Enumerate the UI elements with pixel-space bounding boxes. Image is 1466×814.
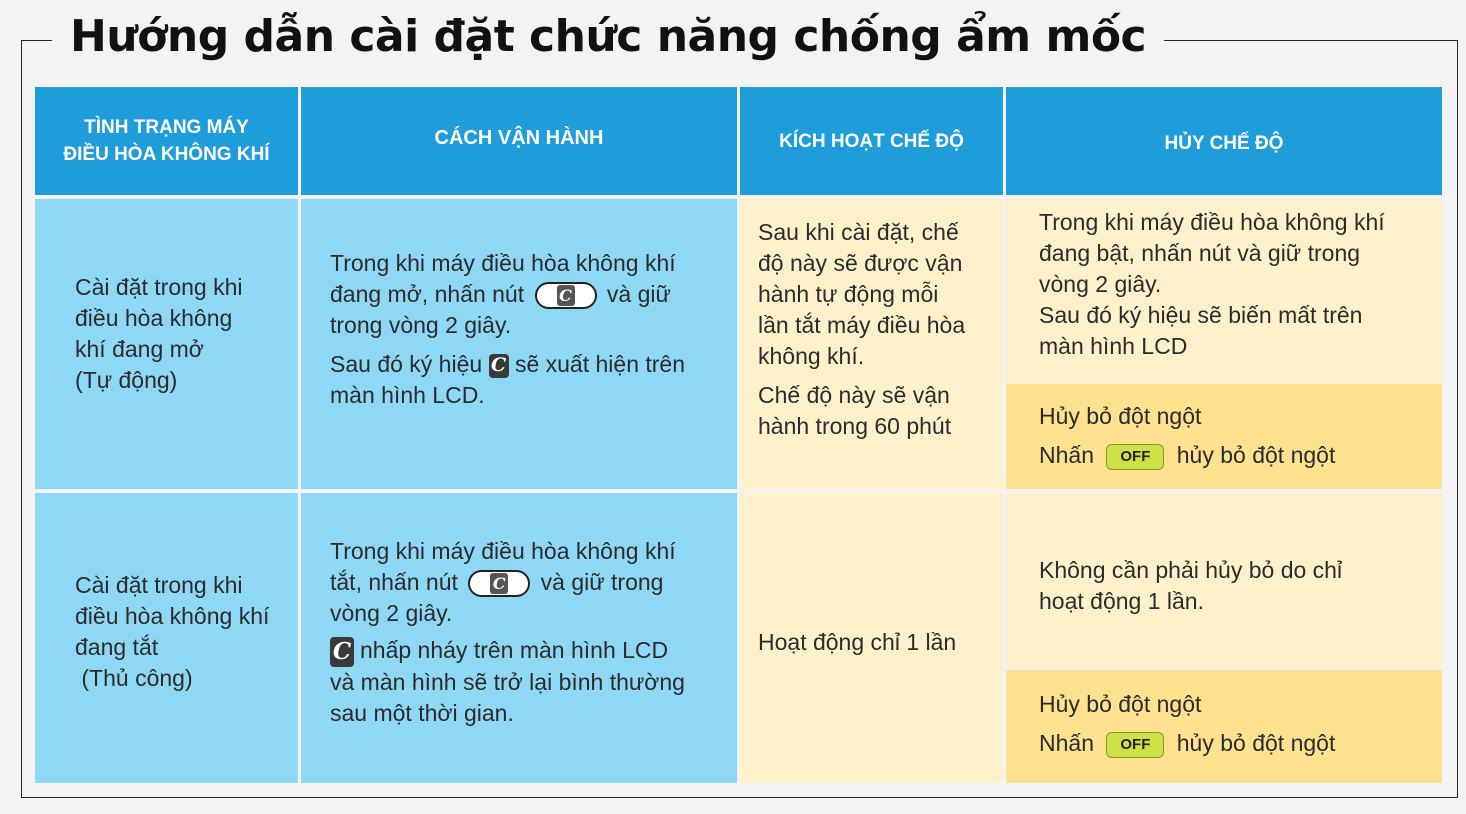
row1-status-line: Cài đặt trong khi	[75, 274, 243, 300]
row2-op-line2	[330, 567, 737, 598]
row1-act-line: độ này sẽ được vận	[758, 250, 963, 276]
row1-abort-title: Hủy bỏ đột ngột	[1039, 403, 1202, 429]
row2-status-cell	[35, 493, 298, 783]
row2-abort-line	[1039, 728, 1442, 759]
row1-op-line5: màn hình LCD.	[330, 382, 485, 408]
row1-cancel-cell	[1006, 199, 1442, 384]
header-status	[35, 87, 298, 195]
row1-abort-press: Nhấn	[1039, 442, 1094, 468]
c-symbol-icon: C	[557, 285, 575, 306]
row2-op-line4-text: nhấp nháy trên màn hình LCD	[360, 637, 669, 663]
row1-operation-cell	[301, 199, 737, 489]
row1-abort-cell	[1006, 384, 1442, 489]
header-operation: CÁCH VẬN HÀNH	[301, 87, 737, 195]
row2-act-line: Hoạt động chỉ 1 lần	[758, 629, 957, 655]
row1-act-line: hành tự động mỗi	[758, 281, 939, 307]
c-symbol-icon: C	[489, 354, 509, 378]
title-container	[52, 6, 1164, 66]
row1-status-line: (Tự động)	[75, 367, 178, 393]
row1-op-line4a: Sau đó ký hiệu	[330, 351, 483, 377]
header-activate: KÍCH HOẠT CHẾ ĐỘ	[740, 87, 1003, 195]
c-button	[535, 282, 597, 309]
row1-act-line: Chế độ này sẽ vận	[758, 382, 950, 408]
row1-cancel-line: vòng 2 giây.	[1039, 271, 1162, 297]
c-symbol-icon: C	[330, 637, 354, 667]
row2-status-line: Cài đặt trong khi	[75, 572, 243, 598]
off-button: OFF	[1106, 732, 1164, 758]
header-status-line2: ĐIỀU HÒA KHÔNG KHÍ	[63, 144, 270, 165]
row2-op-line2a: tắt, nhấn nút	[330, 569, 458, 595]
c-button	[468, 570, 530, 597]
row1-act-line: hành trong 60 phút	[758, 413, 952, 439]
row2-cancel-cell	[1006, 493, 1442, 668]
row1-op-line2	[330, 279, 737, 310]
row1-abort-after: hủy bỏ đột ngột	[1176, 442, 1336, 468]
row2-status-line: điều hòa không khí	[75, 603, 270, 629]
c-symbol-icon: C	[490, 573, 508, 594]
row1-op-line3: trong vòng 2 giây.	[330, 312, 512, 338]
off-button: OFF	[1106, 444, 1164, 470]
row2-op-line6: sau một thời gian.	[330, 699, 514, 726]
row2-abort-after: hủy bỏ đột ngột	[1176, 730, 1336, 756]
page-title: Hướng dẫn cài đặt chức năng chống ẩm mốc	[70, 10, 1147, 62]
row2-status-line: (Thủ công)	[75, 665, 193, 691]
row2-status-line: đang tắt	[75, 634, 159, 660]
row2-abort-press: Nhấn	[1039, 730, 1094, 756]
row2-op-line4	[330, 635, 737, 667]
row1-abort-line	[1039, 440, 1442, 471]
row1-status-cell	[35, 199, 298, 489]
row2-cancel-line: Không cần phải hủy bỏ do chỉ	[1039, 557, 1343, 583]
row1-activate-cell	[740, 199, 1003, 489]
row1-status-line: khí đang mở	[75, 336, 204, 362]
row1-cancel-line: Sau đó ký hiệu sẽ biến mất trên	[1039, 302, 1363, 328]
row1-cancel-line: Trong khi máy điều hòa không khí	[1039, 209, 1385, 235]
row1-op-line4b: sẽ xuất hiện trên	[514, 351, 686, 377]
row2-op-line2b: và giữ trong	[540, 569, 664, 595]
row2-activate-cell	[740, 493, 1003, 783]
row1-act-line: lần tắt máy điều hòa	[758, 312, 966, 338]
row2-op-line1: Trong khi máy điều hòa không khí	[330, 538, 676, 564]
header-status-line1: TÌNH TRẠNG MÁY	[84, 117, 249, 138]
row1-op-line2a: đang mở, nhấn nút	[330, 281, 525, 307]
row1-status-line: điều hòa không	[75, 305, 233, 331]
row2-abort-title: Hủy bỏ đột ngột	[1039, 691, 1202, 717]
row2-cancel-line: hoạt động 1 lần.	[1039, 588, 1204, 614]
row1-act-line: không khí.	[758, 343, 865, 369]
row2-op-line3: vòng 2 giây.	[330, 600, 453, 626]
row1-op-line2b: và giữ	[606, 281, 671, 307]
row2-operation-cell	[301, 493, 737, 783]
row1-op-line1: Trong khi máy điều hòa không khí	[330, 250, 676, 276]
row1-act-line: Sau khi cài đặt, chế	[758, 219, 959, 245]
row2-abort-cell	[1006, 670, 1442, 783]
row1-cancel-line: màn hình LCD	[1039, 333, 1188, 359]
header-cancel: HỦY CHẾ ĐỘ	[1006, 87, 1442, 195]
row2-op-line5: và màn hình sẽ trở lại bình thường	[330, 668, 685, 695]
row1-cancel-line: đang bật, nhấn nút và giữ trong	[1039, 240, 1361, 266]
row1-op-line4	[330, 349, 737, 380]
